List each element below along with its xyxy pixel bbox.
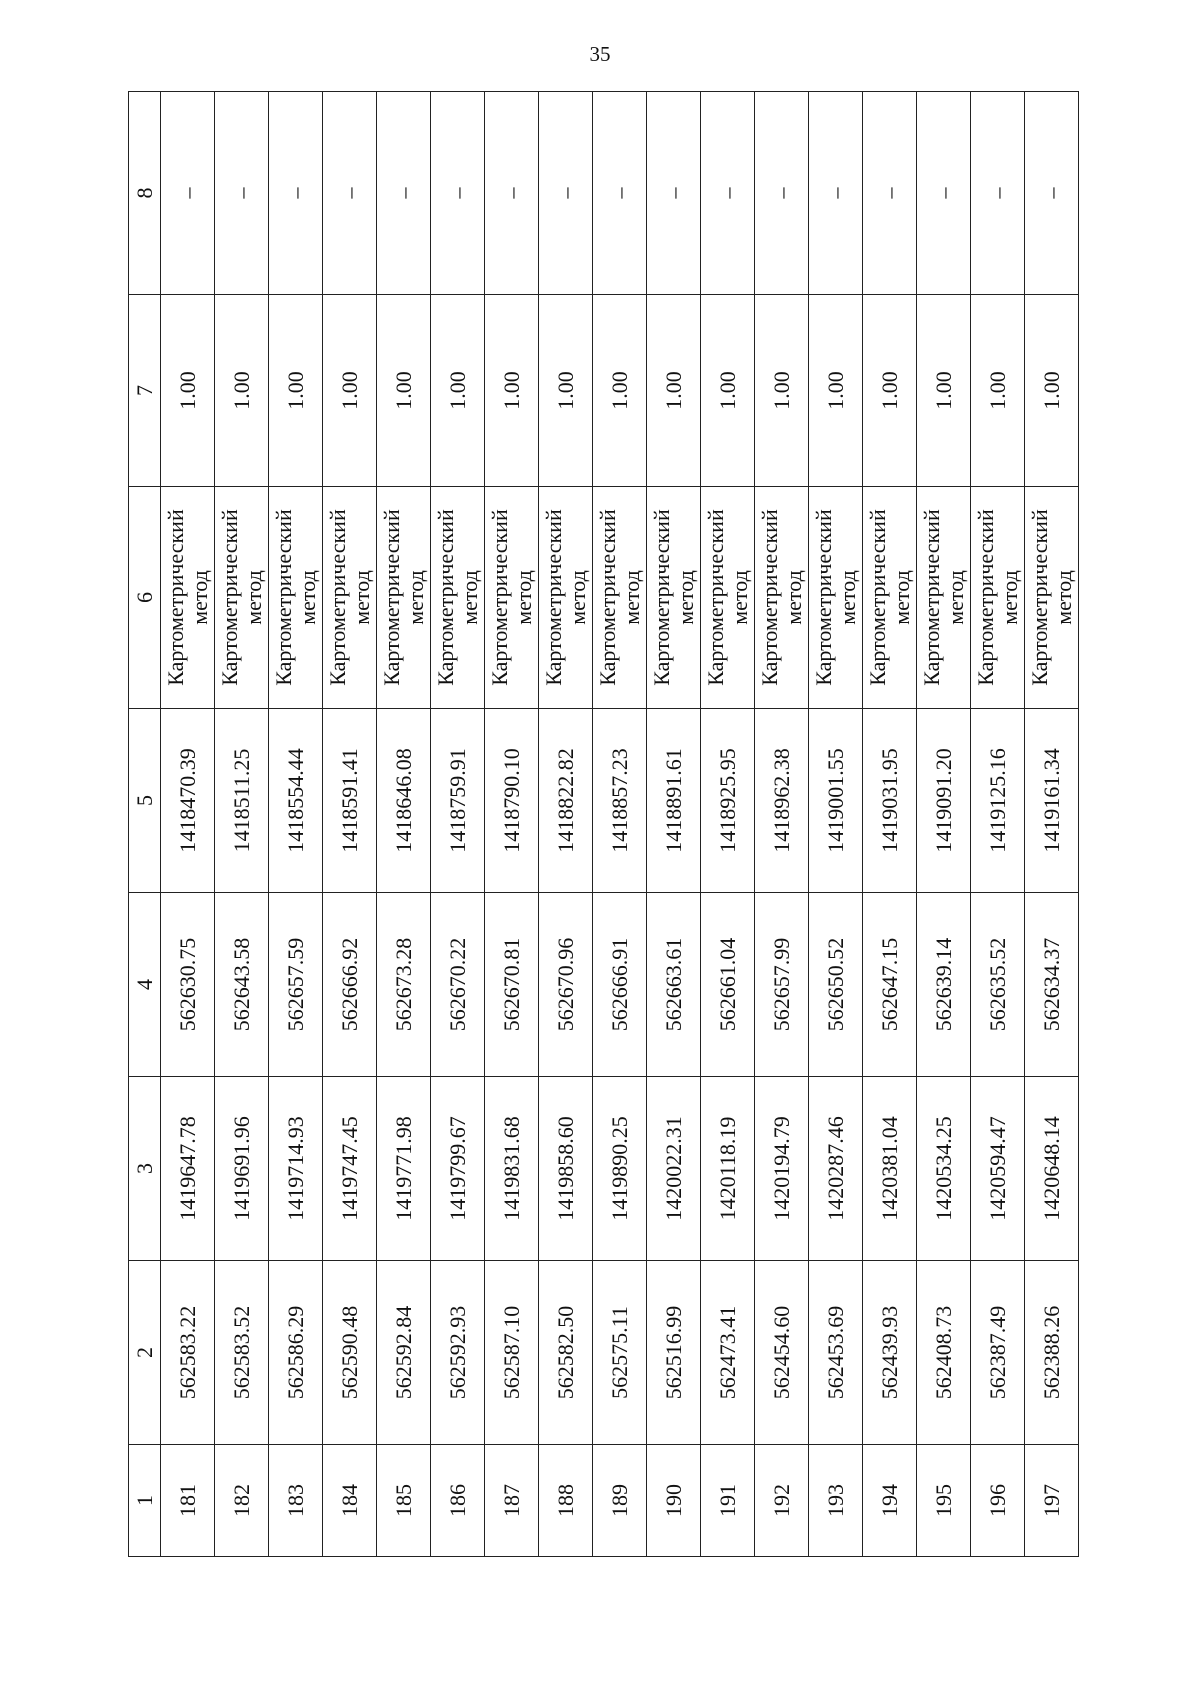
cell-y2: 1418790.10 — [485, 709, 539, 893]
method-line-2: метод — [942, 570, 968, 625]
cell-n: 183 — [269, 1445, 323, 1557]
header-col-8: 8 — [129, 92, 161, 295]
method-line-2: метод — [672, 570, 698, 625]
cell-method — [269, 487, 323, 709]
cell-y2: 1418925.95 — [701, 709, 755, 893]
cell-x1: 562453.69 — [809, 1261, 863, 1445]
cell-accuracy: 1.00 — [377, 295, 431, 487]
cell-accuracy: 1.00 — [323, 295, 377, 487]
cell-x2: 562650.52 — [809, 893, 863, 1077]
cell-y2: 1419125.16 — [971, 709, 1025, 893]
cell-y1: 1420381.04 — [863, 1077, 917, 1261]
cell-x1: 562592.84 — [377, 1261, 431, 1445]
table-row — [485, 92, 539, 1557]
cell-y2: 1418759.91 — [431, 709, 485, 893]
cell-x2: 562661.04 — [701, 893, 755, 1077]
table-row — [701, 92, 755, 1557]
method-line-1: Картометрический — [163, 509, 189, 686]
cell-n: 196 — [971, 1445, 1025, 1557]
cell-y1: 1420594.47 — [971, 1077, 1025, 1261]
cell-n: 188 — [539, 1445, 593, 1557]
cell-x1: 562583.22 — [161, 1261, 215, 1445]
method-line-1: Картометрический — [649, 509, 675, 686]
cell-note: – — [161, 92, 215, 295]
cell-x1: 562587.10 — [485, 1261, 539, 1445]
method-line-1: Картометрический — [919, 509, 945, 686]
cell-method — [917, 487, 971, 709]
coordinates-table — [128, 91, 1079, 1557]
cell-method — [377, 487, 431, 709]
cell-y2: 1418554.44 — [269, 709, 323, 893]
cell-n: 185 — [377, 1445, 431, 1557]
method-line-2: метод — [456, 570, 482, 625]
cell-n: 184 — [323, 1445, 377, 1557]
cell-accuracy: 1.00 — [863, 295, 917, 487]
cell-x1: 562583.52 — [215, 1261, 269, 1445]
cell-n: 192 — [755, 1445, 809, 1557]
cell-accuracy: 1.00 — [647, 295, 701, 487]
cell-n: 182 — [215, 1445, 269, 1557]
cell-y2: 1418470.39 — [161, 709, 215, 893]
cell-method — [485, 487, 539, 709]
cell-accuracy: 1.00 — [215, 295, 269, 487]
cell-y1: 1419714.93 — [269, 1077, 323, 1261]
method-line-2: метод — [294, 570, 320, 625]
cell-x2: 562635.52 — [971, 893, 1025, 1077]
cell-y1: 1419747.45 — [323, 1077, 377, 1261]
cell-x2: 562663.61 — [647, 893, 701, 1077]
cell-accuracy: 1.00 — [539, 295, 593, 487]
cell-x1: 562387.49 — [971, 1261, 1025, 1445]
header-col-7: 7 — [129, 295, 161, 487]
cell-note: – — [485, 92, 539, 295]
cell-x1: 562439.93 — [863, 1261, 917, 1445]
cell-y1: 1420287.46 — [809, 1077, 863, 1261]
cell-n: 189 — [593, 1445, 647, 1557]
method-line-2: метод — [1050, 570, 1076, 625]
table-row — [647, 92, 701, 1557]
method-line-1: Картометрический — [541, 509, 567, 686]
cell-y1: 1420194.79 — [755, 1077, 809, 1261]
cell-x2: 562630.75 — [161, 893, 215, 1077]
cell-y1: 1420118.19 — [701, 1077, 755, 1261]
table-row — [917, 92, 971, 1557]
method-line-2: метод — [618, 570, 644, 625]
table-row — [863, 92, 917, 1557]
cell-note: – — [701, 92, 755, 295]
method-line-1: Картометрический — [1027, 509, 1053, 686]
cell-x2: 562666.92 — [323, 893, 377, 1077]
cell-method — [215, 487, 269, 709]
header-col-2: 2 — [129, 1261, 161, 1445]
cell-accuracy: 1.00 — [593, 295, 647, 487]
cell-y2: 1419091.20 — [917, 709, 971, 893]
cell-n: 193 — [809, 1445, 863, 1557]
cell-note: – — [755, 92, 809, 295]
cell-note: – — [809, 92, 863, 295]
cell-y2: 1418591.41 — [323, 709, 377, 893]
cell-y2: 1418891.61 — [647, 709, 701, 893]
cell-x2: 562634.37 — [1025, 893, 1079, 1077]
cell-method — [971, 487, 1025, 709]
cell-y1: 1420022.31 — [647, 1077, 701, 1261]
table-row — [269, 92, 323, 1557]
cell-note: – — [863, 92, 917, 295]
cell-note: – — [431, 92, 485, 295]
cell-y2: 1419001.55 — [809, 709, 863, 893]
cell-x1: 562516.99 — [647, 1261, 701, 1445]
cell-note: – — [1025, 92, 1079, 295]
header-col-4: 4 — [129, 893, 161, 1077]
cell-accuracy: 1.00 — [161, 295, 215, 487]
cell-y1: 1420648.14 — [1025, 1077, 1079, 1261]
table-body — [161, 92, 1079, 1557]
cell-x2: 562639.14 — [917, 893, 971, 1077]
cell-x2: 562670.22 — [431, 893, 485, 1077]
cell-n: 190 — [647, 1445, 701, 1557]
cell-x1: 562454.60 — [755, 1261, 809, 1445]
cell-note: – — [539, 92, 593, 295]
cell-method — [647, 487, 701, 709]
cell-x2: 562666.91 — [593, 893, 647, 1077]
page-number: 35 — [589, 42, 611, 66]
cell-note: – — [215, 92, 269, 295]
cell-x1: 562408.73 — [917, 1261, 971, 1445]
method-line-1: Картометрический — [865, 509, 891, 686]
method-line-1: Картометрический — [487, 509, 513, 686]
cell-note: – — [377, 92, 431, 295]
cell-y1: 1419647.78 — [161, 1077, 215, 1261]
table-row — [755, 92, 809, 1557]
cell-accuracy: 1.00 — [701, 295, 755, 487]
cell-y1: 1419771.98 — [377, 1077, 431, 1261]
cell-n: 197 — [1025, 1445, 1079, 1557]
table-row — [809, 92, 863, 1557]
cell-accuracy: 1.00 — [1025, 295, 1079, 487]
header-col-1: 1 — [129, 1445, 161, 1557]
method-line-1: Картометрический — [217, 509, 243, 686]
cell-n: 186 — [431, 1445, 485, 1557]
cell-x2: 562647.15 — [863, 893, 917, 1077]
cell-n: 181 — [161, 1445, 215, 1557]
cell-x1: 562590.48 — [323, 1261, 377, 1445]
method-line-2: метод — [240, 570, 266, 625]
method-line-2: метод — [402, 570, 428, 625]
cell-note: – — [647, 92, 701, 295]
table-row — [593, 92, 647, 1557]
cell-accuracy: 1.00 — [755, 295, 809, 487]
cell-x2: 562670.81 — [485, 893, 539, 1077]
cell-y2: 1418857.23 — [593, 709, 647, 893]
cell-method — [431, 487, 485, 709]
table-row — [539, 92, 593, 1557]
cell-y1: 1419799.67 — [431, 1077, 485, 1261]
cell-x1: 562592.93 — [431, 1261, 485, 1445]
cell-method — [701, 487, 755, 709]
cell-y2: 1418822.82 — [539, 709, 593, 893]
cell-x2: 562670.96 — [539, 893, 593, 1077]
cell-y2: 1418962.38 — [755, 709, 809, 893]
cell-method — [1025, 487, 1079, 709]
cell-note: – — [323, 92, 377, 295]
method-line-1: Картометрический — [271, 509, 297, 686]
cell-x2: 562657.59 — [269, 893, 323, 1077]
table-row — [323, 92, 377, 1557]
cell-method — [863, 487, 917, 709]
method-line-2: метод — [564, 570, 590, 625]
method-line-1: Картометрический — [325, 509, 351, 686]
coordinates-table-container — [128, 92, 1078, 1557]
cell-x2: 562643.58 — [215, 893, 269, 1077]
cell-y2: 1419161.34 — [1025, 709, 1079, 893]
cell-x1: 562473.41 — [701, 1261, 755, 1445]
cell-note: – — [971, 92, 1025, 295]
cell-n: 191 — [701, 1445, 755, 1557]
table-row — [215, 92, 269, 1557]
cell-y1: 1420534.25 — [917, 1077, 971, 1261]
cell-x1: 562582.50 — [539, 1261, 593, 1445]
cell-y1: 1419691.96 — [215, 1077, 269, 1261]
cell-n: 187 — [485, 1445, 539, 1557]
method-line-1: Картометрический — [379, 509, 405, 686]
method-line-2: метод — [510, 570, 536, 625]
method-line-2: метод — [186, 570, 212, 625]
table-row — [431, 92, 485, 1557]
cell-x1: 562575.11 — [593, 1261, 647, 1445]
method-line-1: Картометрический — [757, 509, 783, 686]
cell-method — [161, 487, 215, 709]
method-line-2: метод — [888, 570, 914, 625]
method-line-1: Картометрический — [973, 509, 999, 686]
cell-y1: 1419831.68 — [485, 1077, 539, 1261]
cell-accuracy: 1.00 — [485, 295, 539, 487]
table-row — [377, 92, 431, 1557]
method-line-1: Картометрический — [811, 509, 837, 686]
cell-note: – — [917, 92, 971, 295]
method-line-2: метод — [726, 570, 752, 625]
table-row — [971, 92, 1025, 1557]
method-line-2: метод — [996, 570, 1022, 625]
table-header-row — [129, 92, 161, 1557]
cell-method — [323, 487, 377, 709]
cell-method — [593, 487, 647, 709]
cell-method — [755, 487, 809, 709]
cell-accuracy: 1.00 — [917, 295, 971, 487]
cell-note: – — [593, 92, 647, 295]
method-line-1: Картометрический — [433, 509, 459, 686]
cell-accuracy: 1.00 — [431, 295, 485, 487]
cell-y1: 1419890.25 — [593, 1077, 647, 1261]
table-row — [1025, 92, 1079, 1557]
cell-accuracy: 1.00 — [971, 295, 1025, 487]
table-row — [161, 92, 215, 1557]
header-col-5: 5 — [129, 709, 161, 893]
cell-accuracy: 1.00 — [269, 295, 323, 487]
cell-x2: 562673.28 — [377, 893, 431, 1077]
method-line-1: Картометрический — [595, 509, 621, 686]
cell-x1: 562586.29 — [269, 1261, 323, 1445]
cell-y2: 1418646.08 — [377, 709, 431, 893]
cell-x2: 562657.99 — [755, 893, 809, 1077]
method-line-2: метод — [834, 570, 860, 625]
method-line-2: метод — [348, 570, 374, 625]
cell-x1: 562388.26 — [1025, 1261, 1079, 1445]
method-line-1: Картометрический — [703, 509, 729, 686]
cell-y2: 1418511.25 — [215, 709, 269, 893]
cell-note: – — [269, 92, 323, 295]
cell-method — [809, 487, 863, 709]
cell-method — [539, 487, 593, 709]
cell-accuracy: 1.00 — [809, 295, 863, 487]
cell-n: 195 — [917, 1445, 971, 1557]
cell-n: 194 — [863, 1445, 917, 1557]
header-col-6: 6 — [129, 487, 161, 709]
cell-y2: 1419031.95 — [863, 709, 917, 893]
header-col-3: 3 — [129, 1077, 161, 1261]
cell-y1: 1419858.60 — [539, 1077, 593, 1261]
method-line-2: метод — [780, 570, 806, 625]
